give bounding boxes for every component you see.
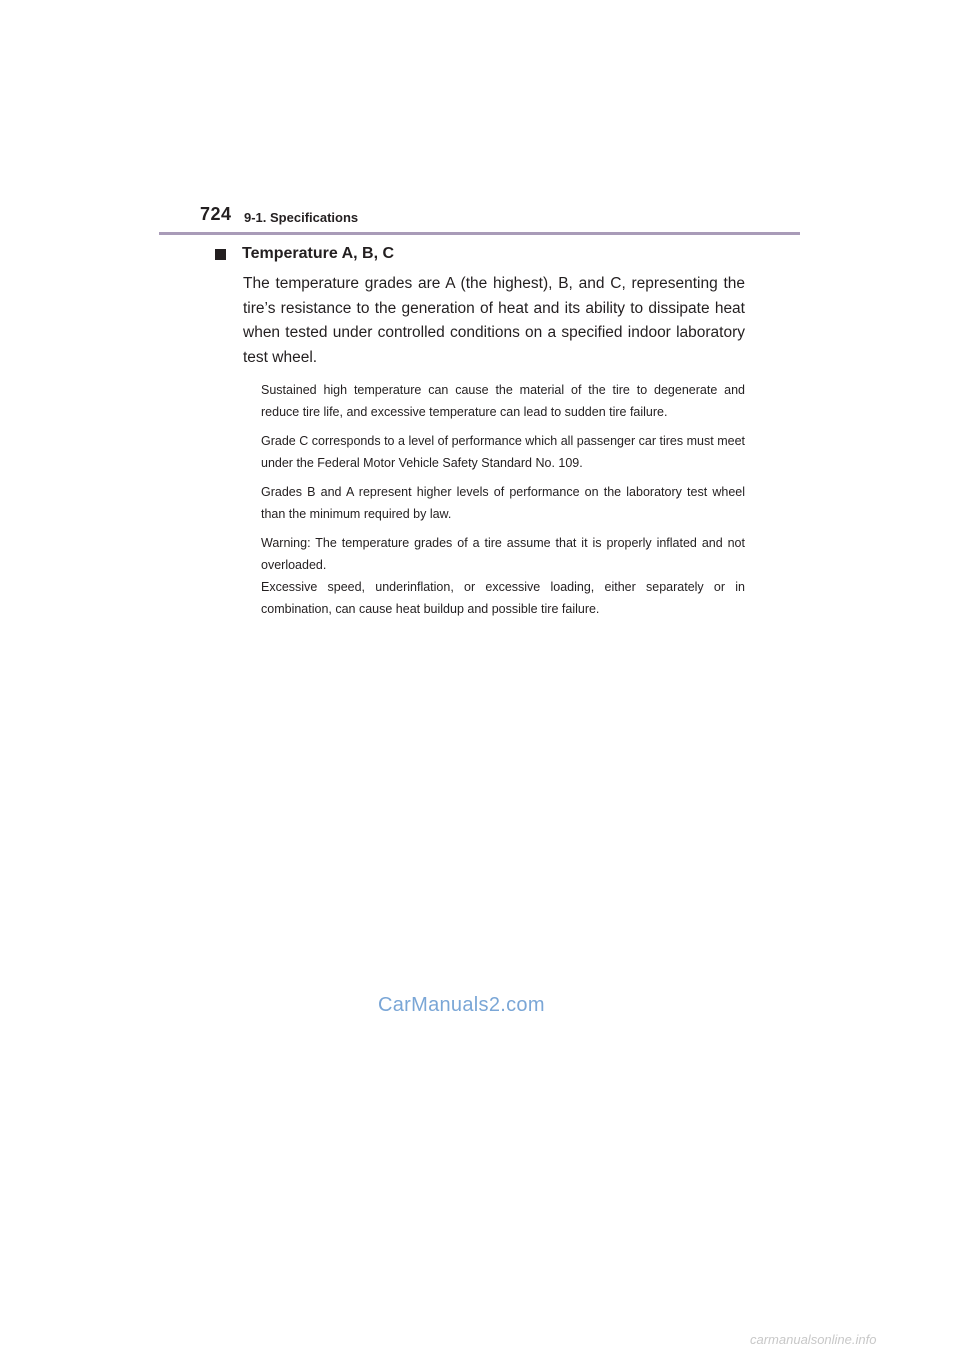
notes-block <box>261 379 745 620</box>
page-header <box>200 204 800 234</box>
header-divider <box>159 232 800 235</box>
body-paragraph: The temperature grades are A (the highest), B, and C, representing the tire’s resistance to the generation of heat and its ability to dissipate heat when tested under controlled conditions on a specified indoor laboratory test wheel. <box>243 275 745 366</box>
section-heading <box>215 242 745 266</box>
page-number: 724 <box>200 204 232 224</box>
watermark-link[interactable]: CarManuals2.com <box>378 994 545 1016</box>
note-excessive: Excessive speed, underinflation, or excessive loading, either separately or in combination, can cause heat buildup and possible tire failure. <box>261 580 745 616</box>
note-warning: Warning: The temperature grades of a tire assume that it is properly inflated and not overloaded. <box>261 536 745 572</box>
heading-title: Temperature A, B, C <box>242 245 395 262</box>
footer-watermark: carmanualsonline.info <box>750 1332 877 1347</box>
note-grades-ba: Grades B and A represent higher levels of performance on the laboratory test wheel than the minimum required by law. <box>261 485 745 521</box>
square-bullet-icon <box>215 249 226 260</box>
main-content <box>215 242 745 627</box>
section-title: 9-1. Specifications <box>244 210 359 225</box>
note-grade-c: Grade C corresponds to a level of performance which all passenger car tires must meet under the Federal Motor Vehicle Safety Standard No. 109. <box>261 434 745 470</box>
note-sustained: Sustained high temperature can cause the material of the tire to degenerate and reduce tire life, and excessive temperature can lead to sudden tire failure. <box>261 383 745 419</box>
